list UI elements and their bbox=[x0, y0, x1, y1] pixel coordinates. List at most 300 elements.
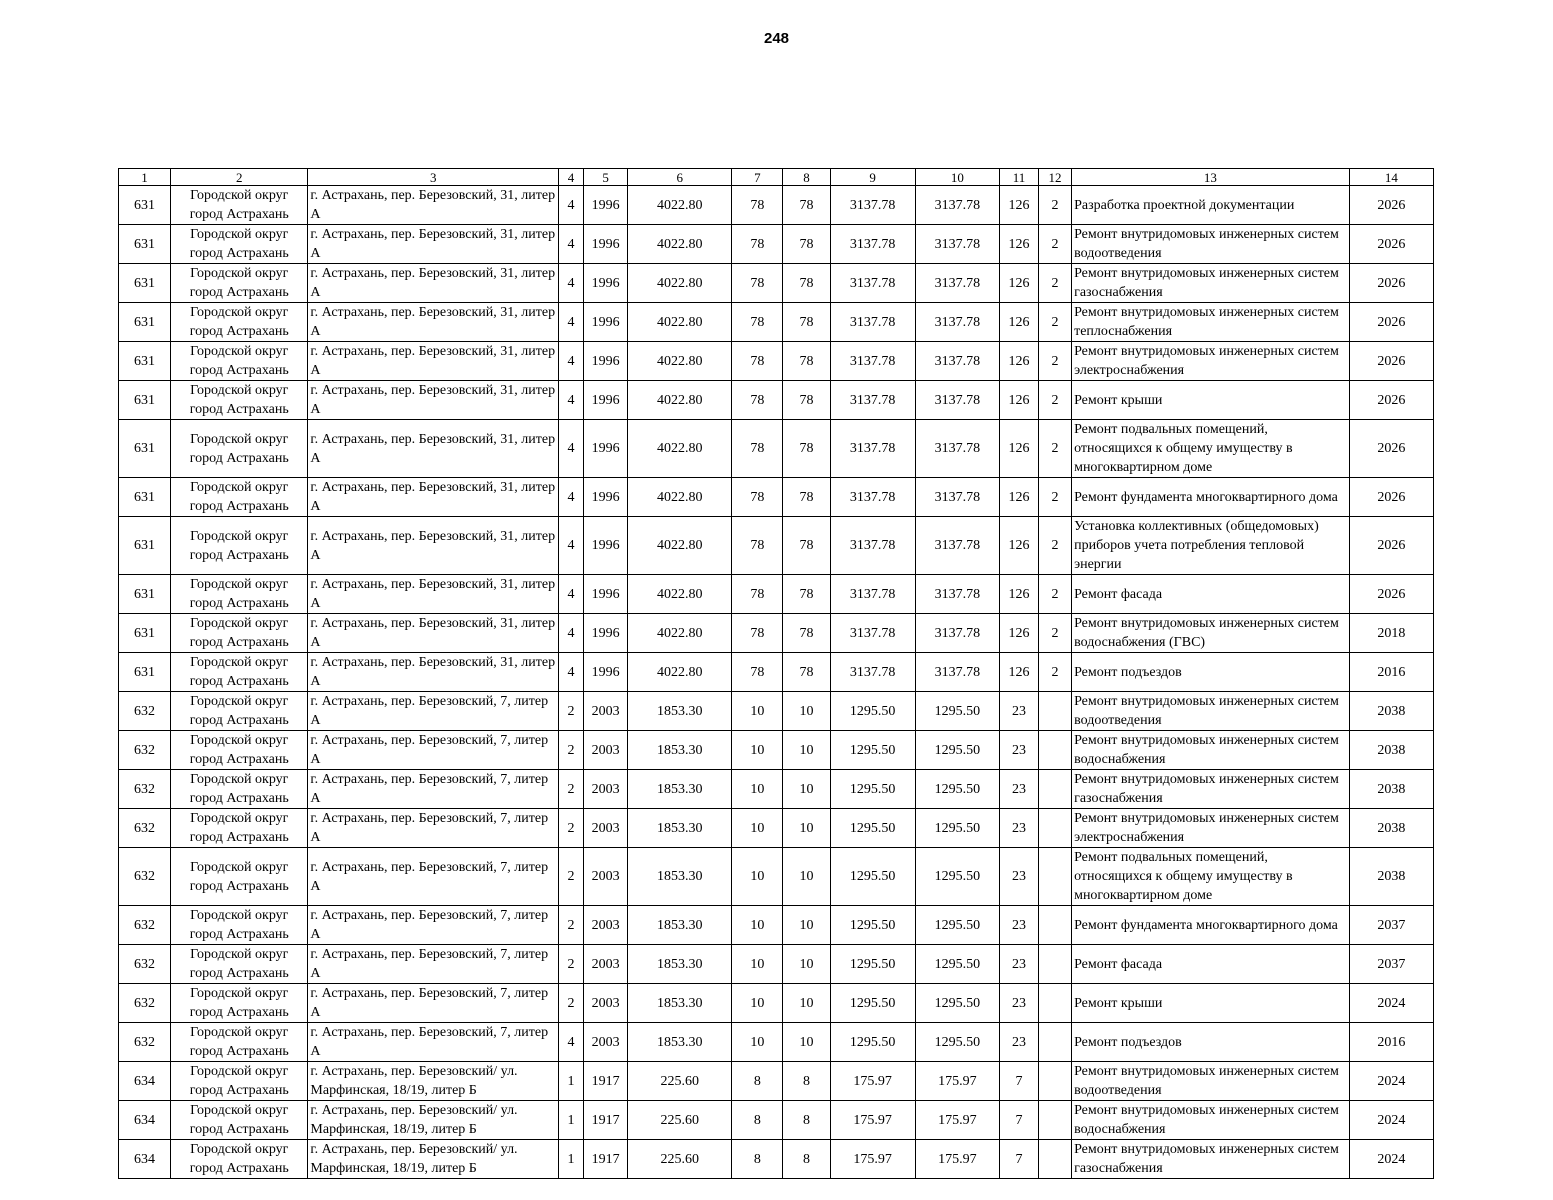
record-number-cell: 632 bbox=[119, 906, 171, 945]
col-10-value-cell: 1295.50 bbox=[915, 906, 999, 945]
table-row bbox=[119, 1101, 1434, 1140]
floors-cell: 2 bbox=[558, 770, 583, 809]
municipality-cell: Городской округ город Астрахань bbox=[171, 381, 308, 420]
total-area-cell: 4022.80 bbox=[628, 303, 732, 342]
year-built-cell: 2003 bbox=[584, 848, 628, 906]
col-12-value-cell: 2 bbox=[1039, 342, 1072, 381]
planned-year-cell: 2038 bbox=[1349, 848, 1433, 906]
table-row bbox=[119, 575, 1434, 614]
col-12-value-cell bbox=[1039, 1101, 1072, 1140]
page-number: 248 bbox=[763, 30, 790, 47]
col-8-value-cell: 10 bbox=[783, 1023, 830, 1062]
record-number-cell: 632 bbox=[119, 984, 171, 1023]
col-8-value-cell: 8 bbox=[783, 1101, 830, 1140]
col-10-value-cell: 1295.50 bbox=[915, 692, 999, 731]
col-12-value-cell bbox=[1039, 1023, 1072, 1062]
residents-cell: 126 bbox=[999, 575, 1038, 614]
record-number-cell: 631 bbox=[119, 225, 171, 264]
year-built-cell: 1996 bbox=[584, 575, 628, 614]
floors-cell: 2 bbox=[558, 906, 583, 945]
col-8-value-cell: 78 bbox=[783, 653, 830, 692]
planned-year-cell: 2026 bbox=[1349, 264, 1433, 303]
col-9-value-cell: 1295.50 bbox=[830, 1023, 915, 1062]
residents-cell: 23 bbox=[999, 984, 1038, 1023]
work-type-cell: Ремонт фасада bbox=[1072, 575, 1350, 614]
municipality-cell: Городской округ город Астрахань bbox=[171, 303, 308, 342]
col-9-value-cell: 3137.78 bbox=[830, 517, 915, 575]
floors-cell: 4 bbox=[558, 381, 583, 420]
residents-cell: 23 bbox=[999, 906, 1038, 945]
work-type-cell: Ремонт внутридомовых инженерных систем водоотведения bbox=[1072, 1062, 1350, 1101]
address-cell: г. Астрахань, пер. Березовский, 7, литер А bbox=[308, 1023, 559, 1062]
work-type-cell: Ремонт внутридомовых инженерных систем водоснабжения bbox=[1072, 1101, 1350, 1140]
total-area-cell: 225.60 bbox=[628, 1062, 732, 1101]
municipality-cell: Городской округ город Астрахань bbox=[171, 945, 308, 984]
planned-year-cell: 2024 bbox=[1349, 1062, 1433, 1101]
col-7-value-cell: 78 bbox=[732, 303, 783, 342]
residents-cell: 126 bbox=[999, 225, 1038, 264]
col-12-value-cell: 2 bbox=[1039, 381, 1072, 420]
col-10-value-cell: 1295.50 bbox=[915, 984, 999, 1023]
record-number-cell: 632 bbox=[119, 1023, 171, 1062]
table-row bbox=[119, 478, 1434, 517]
planned-year-cell: 2024 bbox=[1349, 1140, 1433, 1179]
col-7-value-cell: 10 bbox=[732, 809, 783, 848]
floors-cell: 2 bbox=[558, 731, 583, 770]
table-row bbox=[119, 186, 1434, 225]
record-number-cell: 631 bbox=[119, 381, 171, 420]
year-built-cell: 1996 bbox=[584, 381, 628, 420]
table-row bbox=[119, 906, 1434, 945]
col-9-value-cell: 3137.78 bbox=[830, 381, 915, 420]
year-built-cell: 1996 bbox=[584, 478, 628, 517]
col-12-value-cell: 2 bbox=[1039, 653, 1072, 692]
record-number-cell: 631 bbox=[119, 478, 171, 517]
col-8-value-cell: 78 bbox=[783, 478, 830, 517]
col-10-value-cell: 1295.50 bbox=[915, 848, 999, 906]
total-area-cell: 1853.30 bbox=[628, 984, 732, 1023]
table-row bbox=[119, 692, 1434, 731]
col-12-value-cell bbox=[1039, 984, 1072, 1023]
year-built-cell: 2003 bbox=[584, 945, 628, 984]
col-10-value-cell: 3137.78 bbox=[915, 342, 999, 381]
col-10-value-cell: 3137.78 bbox=[915, 614, 999, 653]
residents-cell: 23 bbox=[999, 945, 1038, 984]
address-cell: г. Астрахань, пер. Березовский, 31, литер А bbox=[308, 653, 559, 692]
col-8-value-cell: 10 bbox=[783, 692, 830, 731]
residents-cell: 126 bbox=[999, 614, 1038, 653]
column-number-cell: 5 bbox=[584, 169, 628, 186]
record-number-cell: 632 bbox=[119, 809, 171, 848]
work-type-cell: Ремонт подъездов bbox=[1072, 1023, 1350, 1062]
residents-cell: 126 bbox=[999, 342, 1038, 381]
table-row bbox=[119, 984, 1434, 1023]
column-number-cell: 12 bbox=[1039, 169, 1072, 186]
work-type-cell: Ремонт внутридомовых инженерных систем электроснабжения bbox=[1072, 809, 1350, 848]
address-cell: г. Астрахань, пер. Березовский, 7, литер А bbox=[308, 770, 559, 809]
col-9-value-cell: 175.97 bbox=[830, 1062, 915, 1101]
address-cell: г. Астрахань, пер. Березовский, 7, литер А bbox=[308, 945, 559, 984]
col-7-value-cell: 10 bbox=[732, 848, 783, 906]
address-cell: г. Астрахань, пер. Березовский, 31, литер А bbox=[308, 517, 559, 575]
planned-year-cell: 2026 bbox=[1349, 517, 1433, 575]
record-number-cell: 631 bbox=[119, 653, 171, 692]
year-built-cell: 2003 bbox=[584, 1023, 628, 1062]
work-type-cell: Ремонт внутридомовых инженерных систем водоснабжения bbox=[1072, 731, 1350, 770]
address-cell: г. Астрахань, пер. Березовский, 31, литер А bbox=[308, 342, 559, 381]
residents-cell: 126 bbox=[999, 186, 1038, 225]
municipality-cell: Городской округ город Астрахань bbox=[171, 1023, 308, 1062]
floors-cell: 2 bbox=[558, 809, 583, 848]
table-row bbox=[119, 1023, 1434, 1062]
residents-cell: 23 bbox=[999, 809, 1038, 848]
col-8-value-cell: 78 bbox=[783, 517, 830, 575]
col-8-value-cell: 10 bbox=[783, 848, 830, 906]
record-number-cell: 634 bbox=[119, 1140, 171, 1179]
address-cell: г. Астрахань, пер. Березовский, 31, литер А bbox=[308, 186, 559, 225]
planned-year-cell: 2037 bbox=[1349, 945, 1433, 984]
col-9-value-cell: 1295.50 bbox=[830, 731, 915, 770]
planned-year-cell: 2038 bbox=[1349, 809, 1433, 848]
col-12-value-cell: 2 bbox=[1039, 420, 1072, 478]
total-area-cell: 4022.80 bbox=[628, 420, 732, 478]
residents-cell: 23 bbox=[999, 848, 1038, 906]
residents-cell: 23 bbox=[999, 1023, 1038, 1062]
year-built-cell: 1996 bbox=[584, 614, 628, 653]
capital-repair-table bbox=[118, 168, 1434, 1179]
column-number-cell: 8 bbox=[783, 169, 830, 186]
table-row bbox=[119, 381, 1434, 420]
col-9-value-cell: 3137.78 bbox=[830, 303, 915, 342]
col-10-value-cell: 175.97 bbox=[915, 1062, 999, 1101]
col-8-value-cell: 78 bbox=[783, 575, 830, 614]
record-number-cell: 632 bbox=[119, 848, 171, 906]
table-row bbox=[119, 731, 1434, 770]
col-8-value-cell: 10 bbox=[783, 770, 830, 809]
year-built-cell: 1996 bbox=[584, 420, 628, 478]
col-8-value-cell: 78 bbox=[783, 186, 830, 225]
col-8-value-cell: 78 bbox=[783, 614, 830, 653]
col-8-value-cell: 78 bbox=[783, 225, 830, 264]
municipality-cell: Городской округ город Астрахань bbox=[171, 614, 308, 653]
col-9-value-cell: 3137.78 bbox=[830, 342, 915, 381]
col-12-value-cell: 2 bbox=[1039, 303, 1072, 342]
floors-cell: 4 bbox=[558, 478, 583, 517]
floors-cell: 2 bbox=[558, 848, 583, 906]
municipality-cell: Городской округ город Астрахань bbox=[171, 770, 308, 809]
table-row bbox=[119, 225, 1434, 264]
record-number-cell: 632 bbox=[119, 731, 171, 770]
residents-cell: 126 bbox=[999, 381, 1038, 420]
municipality-cell: Городской округ город Астрахань bbox=[171, 186, 308, 225]
address-cell: г. Астрахань, пер. Березовский, 31, литер А bbox=[308, 614, 559, 653]
col-7-value-cell: 10 bbox=[732, 731, 783, 770]
col-10-value-cell: 1295.50 bbox=[915, 731, 999, 770]
year-built-cell: 1996 bbox=[584, 303, 628, 342]
table-row bbox=[119, 420, 1434, 478]
table-row bbox=[119, 614, 1434, 653]
col-7-value-cell: 8 bbox=[732, 1101, 783, 1140]
col-10-value-cell: 3137.78 bbox=[915, 420, 999, 478]
floors-cell: 1 bbox=[558, 1062, 583, 1101]
column-number-cell: 4 bbox=[558, 169, 583, 186]
address-cell: г. Астрахань, пер. Березовский, 7, литер А bbox=[308, 731, 559, 770]
year-built-cell: 1996 bbox=[584, 653, 628, 692]
col-10-value-cell: 3137.78 bbox=[915, 517, 999, 575]
planned-year-cell: 2026 bbox=[1349, 575, 1433, 614]
residents-cell: 126 bbox=[999, 517, 1038, 575]
col-9-value-cell: 1295.50 bbox=[830, 984, 915, 1023]
municipality-cell: Городской округ город Астрахань bbox=[171, 1140, 308, 1179]
col-12-value-cell bbox=[1039, 1062, 1072, 1101]
work-type-cell: Ремонт крыши bbox=[1072, 381, 1350, 420]
work-type-cell: Ремонт внутридомовых инженерных систем газоснабжения bbox=[1072, 1140, 1350, 1179]
col-7-value-cell: 8 bbox=[732, 1140, 783, 1179]
municipality-cell: Городской округ город Астрахань bbox=[171, 1062, 308, 1101]
address-cell: г. Астрахань, пер. Березовский/ ул. Марфинская, 18/19, литер Б bbox=[308, 1140, 559, 1179]
municipality-cell: Городской округ город Астрахань bbox=[171, 984, 308, 1023]
year-built-cell: 1917 bbox=[584, 1140, 628, 1179]
col-8-value-cell: 8 bbox=[783, 1062, 830, 1101]
municipality-cell: Городской округ город Астрахань bbox=[171, 848, 308, 906]
col-9-value-cell: 3137.78 bbox=[830, 225, 915, 264]
year-built-cell: 2003 bbox=[584, 809, 628, 848]
planned-year-cell: 2026 bbox=[1349, 186, 1433, 225]
col-9-value-cell: 3137.78 bbox=[830, 575, 915, 614]
year-built-cell: 1996 bbox=[584, 517, 628, 575]
year-built-cell: 2003 bbox=[584, 770, 628, 809]
col-9-value-cell: 3137.78 bbox=[830, 420, 915, 478]
record-number-cell: 631 bbox=[119, 264, 171, 303]
col-9-value-cell: 1295.50 bbox=[830, 692, 915, 731]
total-area-cell: 1853.30 bbox=[628, 848, 732, 906]
floors-cell: 4 bbox=[558, 653, 583, 692]
column-number-cell: 6 bbox=[628, 169, 732, 186]
record-number-cell: 631 bbox=[119, 342, 171, 381]
planned-year-cell: 2026 bbox=[1349, 303, 1433, 342]
municipality-cell: Городской округ город Астрахань bbox=[171, 342, 308, 381]
work-type-cell: Ремонт подвальных помещений, относящихся к общему имуществу в многоквартирном доме bbox=[1072, 848, 1350, 906]
municipality-cell: Городской округ город Астрахань bbox=[171, 478, 308, 517]
floors-cell: 1 bbox=[558, 1140, 583, 1179]
table-row bbox=[119, 945, 1434, 984]
work-type-cell: Ремонт внутридомовых инженерных систем газоснабжения bbox=[1072, 264, 1350, 303]
col-8-value-cell: 8 bbox=[783, 1140, 830, 1179]
total-area-cell: 225.60 bbox=[628, 1101, 732, 1140]
col-7-value-cell: 8 bbox=[732, 1062, 783, 1101]
residents-cell: 23 bbox=[999, 692, 1038, 731]
column-number-cell: 10 bbox=[915, 169, 999, 186]
planned-year-cell: 2037 bbox=[1349, 906, 1433, 945]
planned-year-cell: 2016 bbox=[1349, 1023, 1433, 1062]
floors-cell: 4 bbox=[558, 264, 583, 303]
col-10-value-cell: 3137.78 bbox=[915, 653, 999, 692]
total-area-cell: 4022.80 bbox=[628, 614, 732, 653]
col-8-value-cell: 10 bbox=[783, 984, 830, 1023]
municipality-cell: Городской округ город Астрахань bbox=[171, 517, 308, 575]
col-8-value-cell: 10 bbox=[783, 945, 830, 984]
col-12-value-cell bbox=[1039, 1140, 1072, 1179]
table-row bbox=[119, 770, 1434, 809]
work-type-cell: Ремонт фундамента многоквартирного дома bbox=[1072, 478, 1350, 517]
col-7-value-cell: 10 bbox=[732, 984, 783, 1023]
floors-cell: 4 bbox=[558, 342, 583, 381]
column-number-cell: 14 bbox=[1349, 169, 1433, 186]
table-row bbox=[119, 342, 1434, 381]
col-12-value-cell bbox=[1039, 731, 1072, 770]
total-area-cell: 4022.80 bbox=[628, 225, 732, 264]
record-number-cell: 631 bbox=[119, 420, 171, 478]
col-10-value-cell: 3137.78 bbox=[915, 381, 999, 420]
column-number-cell: 11 bbox=[999, 169, 1038, 186]
residents-cell: 126 bbox=[999, 303, 1038, 342]
col-7-value-cell: 78 bbox=[732, 575, 783, 614]
column-number-cell: 2 bbox=[171, 169, 308, 186]
column-number-cell: 13 bbox=[1072, 169, 1350, 186]
total-area-cell: 4022.80 bbox=[628, 478, 732, 517]
municipality-cell: Городской округ город Астрахань bbox=[171, 731, 308, 770]
address-cell: г. Астрахань, пер. Березовский, 31, литер А bbox=[308, 225, 559, 264]
floors-cell: 4 bbox=[558, 186, 583, 225]
col-8-value-cell: 78 bbox=[783, 381, 830, 420]
total-area-cell: 1853.30 bbox=[628, 945, 732, 984]
year-built-cell: 2003 bbox=[584, 731, 628, 770]
planned-year-cell: 2024 bbox=[1349, 984, 1433, 1023]
total-area-cell: 1853.30 bbox=[628, 809, 732, 848]
planned-year-cell: 2038 bbox=[1349, 692, 1433, 731]
col-9-value-cell: 3137.78 bbox=[830, 614, 915, 653]
col-8-value-cell: 78 bbox=[783, 420, 830, 478]
record-number-cell: 632 bbox=[119, 770, 171, 809]
col-8-value-cell: 78 bbox=[783, 303, 830, 342]
address-cell: г. Астрахань, пер. Березовский, 7, литер А bbox=[308, 848, 559, 906]
total-area-cell: 4022.80 bbox=[628, 264, 732, 303]
floors-cell: 4 bbox=[558, 517, 583, 575]
planned-year-cell: 2026 bbox=[1349, 342, 1433, 381]
municipality-cell: Городской округ город Астрахань bbox=[171, 906, 308, 945]
total-area-cell: 4022.80 bbox=[628, 342, 732, 381]
year-built-cell: 1996 bbox=[584, 186, 628, 225]
total-area-cell: 1853.30 bbox=[628, 731, 732, 770]
planned-year-cell: 2026 bbox=[1349, 420, 1433, 478]
year-built-cell: 1996 bbox=[584, 342, 628, 381]
planned-year-cell: 2016 bbox=[1349, 653, 1433, 692]
table-row bbox=[119, 264, 1434, 303]
planned-year-cell: 2038 bbox=[1349, 731, 1433, 770]
year-built-cell: 1996 bbox=[584, 264, 628, 303]
total-area-cell: 1853.30 bbox=[628, 770, 732, 809]
planned-year-cell: 2026 bbox=[1349, 478, 1433, 517]
total-area-cell: 4022.80 bbox=[628, 517, 732, 575]
col-10-value-cell: 3137.78 bbox=[915, 303, 999, 342]
residents-cell: 126 bbox=[999, 264, 1038, 303]
col-10-value-cell: 3137.78 bbox=[915, 478, 999, 517]
address-cell: г. Астрахань, пер. Березовский/ ул. Марфинская, 18/19, литер Б bbox=[308, 1062, 559, 1101]
address-cell: г. Астрахань, пер. Березовский, 31, литер А bbox=[308, 303, 559, 342]
col-7-value-cell: 78 bbox=[732, 225, 783, 264]
work-type-cell: Ремонт крыши bbox=[1072, 984, 1350, 1023]
record-number-cell: 632 bbox=[119, 945, 171, 984]
col-9-value-cell: 175.97 bbox=[830, 1140, 915, 1179]
floors-cell: 4 bbox=[558, 575, 583, 614]
col-7-value-cell: 78 bbox=[732, 342, 783, 381]
floors-cell: 2 bbox=[558, 692, 583, 731]
col-12-value-cell: 2 bbox=[1039, 575, 1072, 614]
col-12-value-cell: 2 bbox=[1039, 614, 1072, 653]
floors-cell: 4 bbox=[558, 303, 583, 342]
total-area-cell: 1853.30 bbox=[628, 692, 732, 731]
col-10-value-cell: 1295.50 bbox=[915, 770, 999, 809]
table-row bbox=[119, 517, 1434, 575]
record-number-cell: 631 bbox=[119, 303, 171, 342]
col-8-value-cell: 78 bbox=[783, 342, 830, 381]
residents-cell: 126 bbox=[999, 420, 1038, 478]
address-cell: г. Астрахань, пер. Березовский, 7, литер А bbox=[308, 906, 559, 945]
col-12-value-cell bbox=[1039, 770, 1072, 809]
work-type-cell: Установка коллективных (общедомовых) приборов учета потребления тепловой энергии bbox=[1072, 517, 1350, 575]
municipality-cell: Городской округ город Астрахань bbox=[171, 1101, 308, 1140]
total-area-cell: 1853.30 bbox=[628, 1023, 732, 1062]
floors-cell: 1 bbox=[558, 1101, 583, 1140]
total-area-cell: 225.60 bbox=[628, 1140, 732, 1179]
col-12-value-cell: 2 bbox=[1039, 186, 1072, 225]
address-cell: г. Астрахань, пер. Березовский, 31, литер А bbox=[308, 420, 559, 478]
col-7-value-cell: 78 bbox=[732, 614, 783, 653]
residents-cell: 23 bbox=[999, 770, 1038, 809]
residents-cell: 23 bbox=[999, 731, 1038, 770]
floors-cell: 4 bbox=[558, 420, 583, 478]
col-8-value-cell: 10 bbox=[783, 731, 830, 770]
col-8-value-cell: 10 bbox=[783, 906, 830, 945]
municipality-cell: Городской округ город Астрахань bbox=[171, 653, 308, 692]
planned-year-cell: 2038 bbox=[1349, 770, 1433, 809]
table-row bbox=[119, 848, 1434, 906]
col-10-value-cell: 3137.78 bbox=[915, 264, 999, 303]
col-7-value-cell: 10 bbox=[732, 692, 783, 731]
col-10-value-cell: 3137.78 bbox=[915, 225, 999, 264]
table-row bbox=[119, 1062, 1434, 1101]
column-number-cell: 7 bbox=[732, 169, 783, 186]
record-number-cell: 631 bbox=[119, 517, 171, 575]
record-number-cell: 634 bbox=[119, 1062, 171, 1101]
work-type-cell: Ремонт внутридомовых инженерных систем водоотведения bbox=[1072, 225, 1350, 264]
col-7-value-cell: 10 bbox=[732, 906, 783, 945]
col-7-value-cell: 78 bbox=[732, 420, 783, 478]
col-9-value-cell: 1295.50 bbox=[830, 809, 915, 848]
address-cell: г. Астрахань, пер. Березовский, 31, литер А bbox=[308, 264, 559, 303]
total-area-cell: 1853.30 bbox=[628, 906, 732, 945]
col-9-value-cell: 3137.78 bbox=[830, 478, 915, 517]
residents-cell: 126 bbox=[999, 478, 1038, 517]
table-row bbox=[119, 1140, 1434, 1179]
year-built-cell: 1917 bbox=[584, 1062, 628, 1101]
table-body bbox=[119, 169, 1434, 1179]
col-9-value-cell: 175.97 bbox=[830, 1101, 915, 1140]
work-type-cell: Разработка проектной документации bbox=[1072, 186, 1350, 225]
col-12-value-cell: 2 bbox=[1039, 225, 1072, 264]
col-7-value-cell: 10 bbox=[732, 945, 783, 984]
table-row bbox=[119, 653, 1434, 692]
address-cell: г. Астрахань, пер. Березовский, 7, литер А bbox=[308, 984, 559, 1023]
col-9-value-cell: 3137.78 bbox=[830, 186, 915, 225]
year-built-cell: 2003 bbox=[584, 984, 628, 1023]
municipality-cell: Городской округ город Астрахань bbox=[171, 420, 308, 478]
col-10-value-cell: 1295.50 bbox=[915, 809, 999, 848]
planned-year-cell: 2026 bbox=[1349, 381, 1433, 420]
col-9-value-cell: 3137.78 bbox=[830, 653, 915, 692]
record-number-cell: 631 bbox=[119, 614, 171, 653]
municipality-cell: Городской округ город Астрахань bbox=[171, 809, 308, 848]
